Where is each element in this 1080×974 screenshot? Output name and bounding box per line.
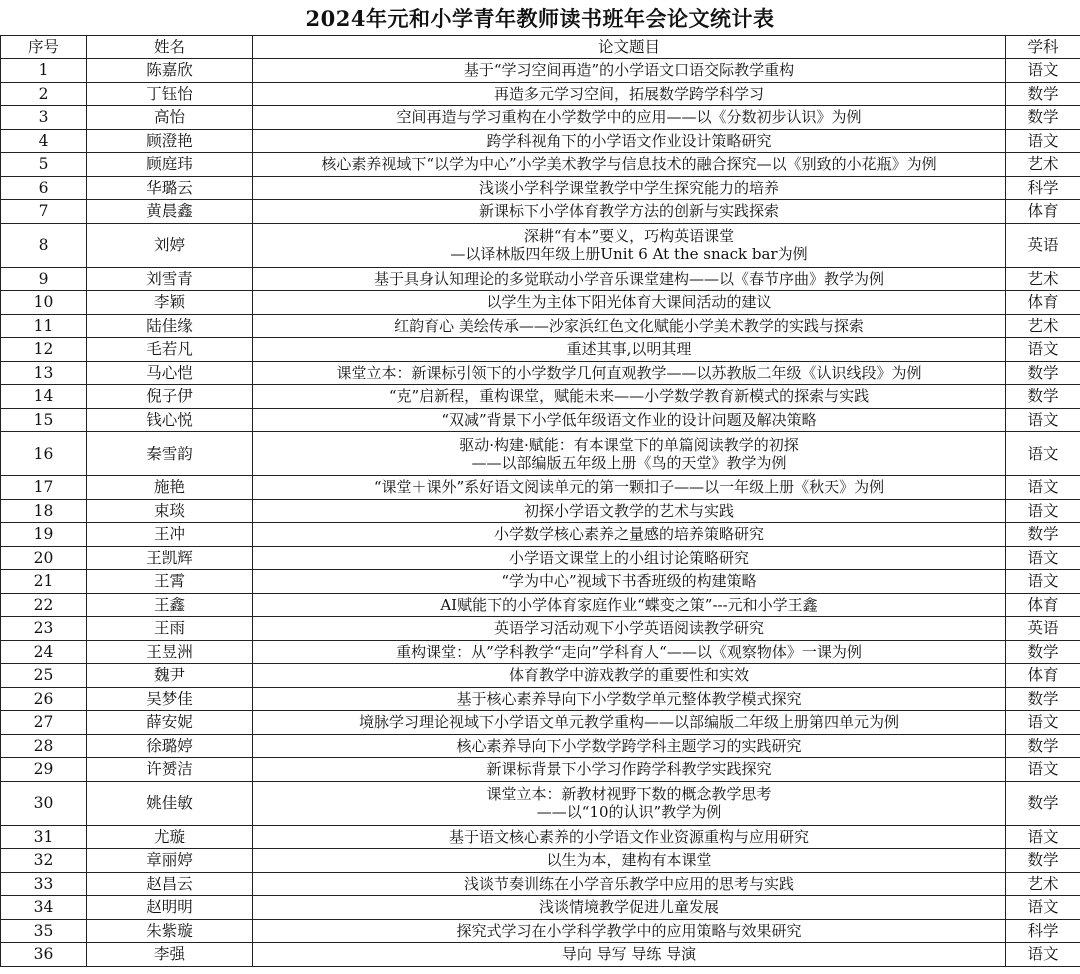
- table-row: [1, 408, 1080, 432]
- cell-no[interactable]: 35: [1, 919, 87, 943]
- cell-subject[interactable]: 体育: [1006, 291, 1080, 315]
- title-line: 核心素养导向下小学数学跨学科主题学习的实践研究: [456, 736, 802, 755]
- cell-no[interactable]: 28: [1, 734, 87, 758]
- title-line: 浅谈情境教学促进儿童发展: [538, 898, 719, 917]
- cell-no[interactable]: 4: [1, 129, 87, 153]
- cell-name[interactable]: 束琰: [87, 499, 253, 523]
- cell-subject[interactable]: 英语: [1006, 617, 1080, 641]
- cell-subject[interactable]: 数学: [1006, 640, 1080, 664]
- cell-title[interactable]: [253, 758, 1006, 782]
- cell-title[interactable]: [253, 153, 1006, 177]
- cell-title[interactable]: [253, 176, 1006, 200]
- cell-subject[interactable]: 艺术: [1006, 872, 1080, 896]
- cell-name[interactable]: 陆佳缘: [87, 314, 253, 338]
- table-row: [1, 267, 1080, 291]
- cell-subject[interactable]: 语文: [1006, 338, 1080, 362]
- cell-name[interactable]: 薛安妮: [87, 711, 253, 735]
- title-line: 基于核心素养导向下小学数学单元整体教学模式探究: [456, 689, 802, 708]
- table-row: [1, 361, 1080, 385]
- table-row: [1, 711, 1080, 735]
- table-row: [1, 338, 1080, 362]
- title-line: 导向 导写 导练 导演: [561, 945, 697, 964]
- cell-name[interactable]: 李强: [87, 943, 253, 967]
- cell-no[interactable]: 23: [1, 617, 87, 641]
- cell-no[interactable]: 3: [1, 106, 87, 130]
- cell-title[interactable]: [253, 59, 1006, 83]
- title-line: 以学生为主体下阳光体育大课间活动的建议: [486, 293, 772, 312]
- cell-title[interactable]: [253, 640, 1006, 664]
- cell-name[interactable]: 赵明明: [87, 896, 253, 920]
- table-row: [1, 385, 1080, 409]
- cell-title[interactable]: [253, 734, 1006, 758]
- cell-no[interactable]: 5: [1, 153, 87, 177]
- table-body: [1, 59, 1080, 967]
- table-row: [1, 200, 1080, 224]
- cell-no[interactable]: 27: [1, 711, 87, 735]
- cell-title[interactable]: [253, 872, 1006, 896]
- cell-subject[interactable]: 语文: [1006, 432, 1080, 476]
- cell-name[interactable]: 朱紫璇: [87, 919, 253, 943]
- cell-title[interactable]: [253, 546, 1006, 570]
- table-row: [1, 476, 1080, 500]
- cell-subject[interactable]: 艺术: [1006, 267, 1080, 291]
- cell-title[interactable]: [253, 82, 1006, 106]
- cell-name[interactable]: 王冲: [87, 523, 253, 547]
- cell-name[interactable]: 王凯辉: [87, 546, 253, 570]
- cell-title[interactable]: [253, 570, 1006, 594]
- table-row: [1, 432, 1080, 476]
- cell-no[interactable]: 25: [1, 664, 87, 688]
- cell-title[interactable]: [253, 361, 1006, 385]
- cell-subject[interactable]: 语文: [1006, 129, 1080, 153]
- table-row: [1, 523, 1080, 547]
- cell-subject[interactable]: 数学: [1006, 385, 1080, 409]
- cell-name[interactable]: 李颖: [87, 291, 253, 315]
- cell-subject[interactable]: 语文: [1006, 758, 1080, 782]
- cell-subject[interactable]: 科学: [1006, 919, 1080, 943]
- cell-no[interactable]: 14: [1, 385, 87, 409]
- cell-no[interactable]: 16: [1, 432, 87, 476]
- cell-no[interactable]: 33: [1, 872, 87, 896]
- table-row: [1, 153, 1080, 177]
- cell-title[interactable]: [253, 291, 1006, 315]
- cell-title[interactable]: [253, 919, 1006, 943]
- cell-subject[interactable]: 体育: [1006, 664, 1080, 688]
- cell-name[interactable]: 施艳: [87, 476, 253, 500]
- cell-subject[interactable]: 语文: [1006, 59, 1080, 83]
- title-line: 课堂立本：新教材视野下数的概念教学思考: [486, 785, 772, 803]
- cell-no[interactable]: 12: [1, 338, 87, 362]
- cell-name[interactable]: 倪子伊: [87, 385, 253, 409]
- title-line: 以生为本，建构有本课堂: [546, 851, 712, 870]
- title-line: 境脉学习理论视域下小学语文单元教学重构——以部编版二年级上册第四单元为例: [358, 713, 899, 732]
- sheet-title: 2024年元和小学青年教师读书班年会论文统计表: [305, 6, 775, 31]
- paper-table: [0, 35, 1080, 967]
- cell-name[interactable]: 高怡: [87, 106, 253, 130]
- table-row: [1, 59, 1080, 83]
- cell-subject[interactable]: 英语: [1006, 223, 1080, 267]
- cell-no[interactable]: 29: [1, 758, 87, 782]
- cell-name[interactable]: 吴梦佳: [87, 687, 253, 711]
- cell-name[interactable]: 丁钰怡: [87, 82, 253, 106]
- title-line: 体育教学中游戏教学的重要性和实效: [508, 666, 749, 685]
- table-row: [1, 106, 1080, 130]
- title-line: 新课标背景下小学习作跨学科教学实践探究: [486, 760, 772, 779]
- cell-title[interactable]: [253, 664, 1006, 688]
- table-row: [1, 176, 1080, 200]
- cell-no[interactable]: 17: [1, 476, 87, 500]
- table-row: [1, 314, 1080, 338]
- cell-subject[interactable]: 语文: [1006, 570, 1080, 594]
- cell-no[interactable]: 7: [1, 200, 87, 224]
- cell-name[interactable]: 刘婷: [87, 223, 253, 267]
- cell-subject[interactable]: 数学: [1006, 687, 1080, 711]
- table-row: [1, 82, 1080, 106]
- cell-subject[interactable]: 数学: [1006, 781, 1080, 825]
- table-row: [1, 896, 1080, 920]
- cell-no[interactable]: 2: [1, 82, 87, 106]
- cell-name[interactable]: 王霄: [87, 570, 253, 594]
- cell-no[interactable]: 26: [1, 687, 87, 711]
- table-row: [1, 781, 1080, 825]
- cell-title[interactable]: [253, 711, 1006, 735]
- title-line: 重述其事,以明其理: [566, 340, 692, 359]
- cell-subject[interactable]: 数学: [1006, 849, 1080, 873]
- title-line: 基于具身认知理论的多觉联动小学音乐课堂建构——以《春节序曲》教学为例: [373, 269, 884, 288]
- cell-no[interactable]: 10: [1, 291, 87, 315]
- cell-subject[interactable]: 语文: [1006, 476, 1080, 500]
- table-row: [1, 687, 1080, 711]
- title-line: 驱动·构建·赋能：有本课堂下的单篇阅读教学的初探: [459, 435, 799, 454]
- cell-name[interactable]: 尤璇: [87, 825, 253, 849]
- header-row: [1, 36, 1080, 59]
- cell-title[interactable]: [253, 432, 1006, 476]
- cell-name[interactable]: 许赟洁: [87, 758, 253, 782]
- table-row: [1, 734, 1080, 758]
- cell-subject[interactable]: 数学: [1006, 734, 1080, 758]
- table-row: [1, 291, 1080, 315]
- table-row: [1, 664, 1080, 688]
- cell-name[interactable]: 章丽婷: [87, 849, 253, 873]
- cell-title[interactable]: [253, 593, 1006, 617]
- title-line: 浅谈小学科学课堂教学中学生探究能力的培养: [478, 178, 779, 197]
- title-line: ——以“10的认识”教学为例: [536, 803, 722, 821]
- cell-name[interactable]: 赵昌云: [87, 872, 253, 896]
- cell-title[interactable]: [253, 523, 1006, 547]
- cell-name[interactable]: 黄晨鑫: [87, 200, 253, 224]
- title-line: 英语学习活动观下小学英语阅读教学研究: [493, 619, 764, 638]
- cell-name[interactable]: 顾澄艳: [87, 129, 253, 153]
- cell-title[interactable]: [253, 476, 1006, 500]
- cell-name[interactable]: 顾庭玮: [87, 153, 253, 177]
- cell-title[interactable]: [253, 943, 1006, 967]
- header-no[interactable]: 序号: [1, 36, 87, 59]
- cell-subject[interactable]: 语文: [1006, 896, 1080, 920]
- title-line: AI赋能下的小学体育家庭作业“蝶变之策”---元和小学王鑫: [440, 595, 818, 614]
- header-subject[interactable]: 学科: [1006, 36, 1080, 59]
- title-line: 课堂立本：新课标引领下的小学数学几何直观教学——以苏教版二年级《认识线段》为例: [336, 363, 922, 382]
- table-row: [1, 593, 1080, 617]
- title-line: 红韵育心 美绘传承——沙家浜红色文化赋能小学美术教学的实践与探索: [394, 316, 864, 335]
- cell-subject[interactable]: 数学: [1006, 523, 1080, 547]
- cell-no[interactable]: 20: [1, 546, 87, 570]
- cell-no[interactable]: 30: [1, 781, 87, 825]
- cell-name[interactable]: 王昱洲: [87, 640, 253, 664]
- title-line: 基于语文核心素养的小学语文作业资源重构与应用研究: [448, 827, 809, 846]
- cell-name[interactable]: 刘雪青: [87, 267, 253, 291]
- title-line: —以译林版四年级上册Unit 6 At the snack bar为例: [450, 245, 808, 263]
- title-line: 再造多元学习空间，拓展数学跨学科学习: [493, 84, 764, 103]
- title-line: 空间再造与学习重构在小学数学中的应用——以《分数初步认识》为例: [396, 108, 862, 127]
- cell-no[interactable]: 9: [1, 267, 87, 291]
- cell-name[interactable]: 陈嘉欣: [87, 59, 253, 83]
- cell-subject[interactable]: 科学: [1006, 176, 1080, 200]
- cell-no[interactable]: 21: [1, 570, 87, 594]
- table-row: [1, 640, 1080, 664]
- header-name[interactable]: 姓名: [87, 36, 253, 59]
- cell-title[interactable]: [253, 200, 1006, 224]
- cell-subject[interactable]: 语文: [1006, 408, 1080, 432]
- title-line: 探究式学习在小学科学教学中的应用策略与效果研究: [456, 921, 802, 940]
- cell-no[interactable]: 36: [1, 943, 87, 967]
- cell-subject[interactable]: 体育: [1006, 200, 1080, 224]
- cell-title[interactable]: [253, 385, 1006, 409]
- title-line: 基于“学习空间再造”的小学语文口语交际教学重构: [463, 61, 795, 80]
- title-line: “双减”背景下小学低年级语文作业的设计问题及解决策略: [441, 410, 817, 429]
- title-line: 重构课堂：从”学科教学“走向”学科育人“——以《观察物体》一课为例: [396, 642, 862, 661]
- cell-name[interactable]: 魏尹: [87, 664, 253, 688]
- table-row: [1, 943, 1080, 967]
- cell-subject[interactable]: 艺术: [1006, 153, 1080, 177]
- table-row: [1, 758, 1080, 782]
- cell-no[interactable]: 19: [1, 523, 87, 547]
- title-line: 跨学科视角下的小学语文作业设计策略研究: [486, 131, 772, 150]
- table-row: [1, 223, 1080, 267]
- cell-title[interactable]: [253, 687, 1006, 711]
- cell-title[interactable]: [253, 896, 1006, 920]
- table-row: [1, 570, 1080, 594]
- cell-title[interactable]: [253, 223, 1006, 267]
- title-line: ——以部编版五年级上册《鸟的天堂》教学为例: [471, 453, 787, 472]
- cell-name[interactable]: 王鑫: [87, 593, 253, 617]
- cell-title[interactable]: [253, 849, 1006, 873]
- title-line: “课堂＋课外”系好语文阅读单元的第一颗扣子——以一年级上册《秋天》为例: [373, 478, 885, 497]
- title-line: 小学语文课堂上的小组讨论策略研究: [508, 548, 749, 567]
- cell-name[interactable]: 钱心悦: [87, 408, 253, 432]
- cell-subject[interactable]: 数学: [1006, 106, 1080, 130]
- cell-no[interactable]: 32: [1, 849, 87, 873]
- cell-no[interactable]: 24: [1, 640, 87, 664]
- cell-no[interactable]: 18: [1, 499, 87, 523]
- cell-subject[interactable]: 语文: [1006, 825, 1080, 849]
- title-line: 新课标下小学体育教学方法的创新与实践探索: [478, 202, 779, 221]
- table-row: [1, 617, 1080, 641]
- cell-no[interactable]: 15: [1, 408, 87, 432]
- cell-subject[interactable]: 语文: [1006, 546, 1080, 570]
- cell-no[interactable]: 6: [1, 176, 87, 200]
- cell-subject[interactable]: 体育: [1006, 593, 1080, 617]
- cell-title[interactable]: [253, 408, 1006, 432]
- cell-title[interactable]: [253, 338, 1006, 362]
- cell-name[interactable]: 毛若凡: [87, 338, 253, 362]
- cell-subject[interactable]: 语文: [1006, 499, 1080, 523]
- cell-name[interactable]: 徐璐婷: [87, 734, 253, 758]
- cell-title[interactable]: [253, 499, 1006, 523]
- cell-no[interactable]: 11: [1, 314, 87, 338]
- cell-no[interactable]: 8: [1, 223, 87, 267]
- table-row: [1, 129, 1080, 153]
- title-line: 初探小学语文教学的艺术与实践: [523, 501, 734, 520]
- cell-no[interactable]: 22: [1, 593, 87, 617]
- cell-subject[interactable]: 艺术: [1006, 314, 1080, 338]
- cell-subject[interactable]: 语文: [1006, 943, 1080, 967]
- cell-title[interactable]: [253, 314, 1006, 338]
- cell-subject[interactable]: 数学: [1006, 82, 1080, 106]
- cell-title[interactable]: [253, 825, 1006, 849]
- title-line: 浅谈节奏训练在小学音乐教学中应用的思考与实践: [463, 874, 794, 893]
- cell-subject[interactable]: 语文: [1006, 711, 1080, 735]
- header-title[interactable]: 论文题目: [253, 36, 1006, 59]
- cell-title[interactable]: [253, 129, 1006, 153]
- cell-title[interactable]: [253, 267, 1006, 291]
- table-row: [1, 872, 1080, 896]
- title-line: “学为中心”视域下书香班级的构建策略: [501, 572, 757, 591]
- cell-no[interactable]: 34: [1, 896, 87, 920]
- table-row: [1, 499, 1080, 523]
- cell-name[interactable]: 王雨: [87, 617, 253, 641]
- title-line: 深耕“有本”要义，巧构英语课堂: [523, 227, 735, 245]
- table-row: [1, 919, 1080, 943]
- cell-name[interactable]: 姚佳敏: [87, 781, 253, 825]
- title-line: 小学数学核心素养之量感的培养策略研究: [493, 525, 764, 544]
- cell-no[interactable]: 1: [1, 59, 87, 83]
- title-line: 核心素养视域下“以学为中心”小学美术教学与信息技术的融合探究—以《别致的小花瓶》为例: [321, 155, 937, 174]
- table-row: [1, 825, 1080, 849]
- cell-no[interactable]: 31: [1, 825, 87, 849]
- cell-subject[interactable]: 数学: [1006, 361, 1080, 385]
- cell-title[interactable]: [253, 617, 1006, 641]
- cell-title[interactable]: [253, 106, 1006, 130]
- table-row: [1, 849, 1080, 873]
- title-line: “克”启新程，重构课堂，赋能未来——小学数学教育新模式的探索与实践: [388, 387, 870, 406]
- cell-title[interactable]: [253, 781, 1006, 825]
- cell-no[interactable]: 13: [1, 361, 87, 385]
- cell-name[interactable]: 马心恺: [87, 361, 253, 385]
- table-row: [1, 546, 1080, 570]
- cell-name[interactable]: 秦雪韵: [87, 432, 253, 476]
- cell-name[interactable]: 华璐云: [87, 176, 253, 200]
